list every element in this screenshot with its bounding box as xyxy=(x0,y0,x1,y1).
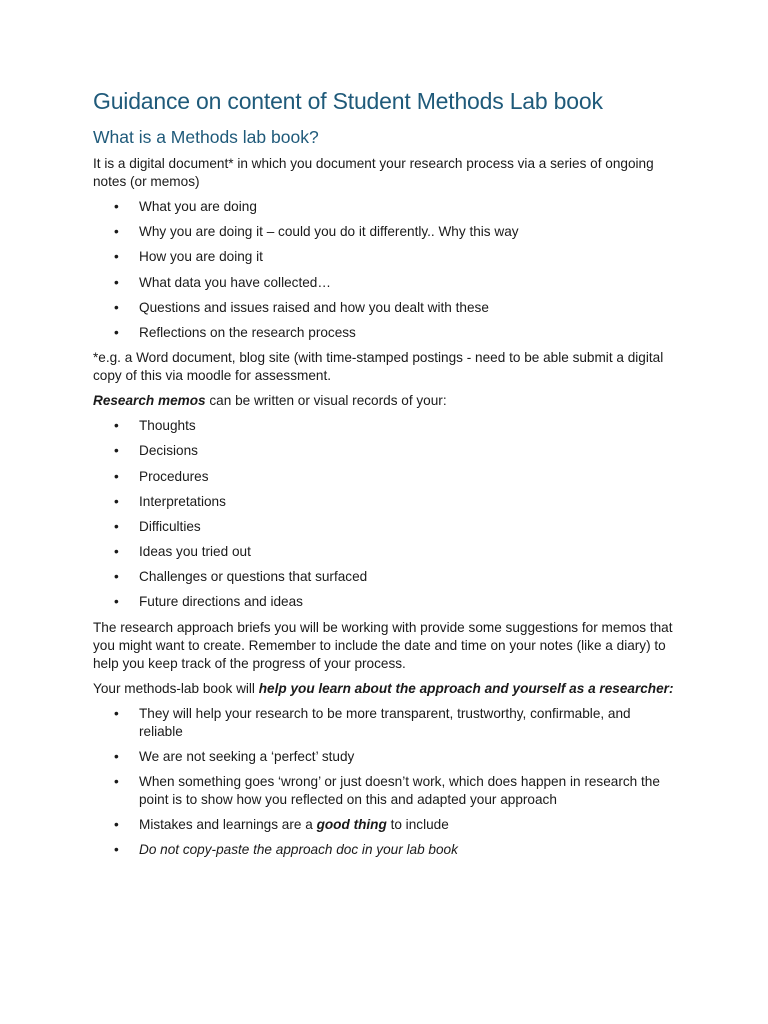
help-intro-emphasis: help you learn about the approach and yourself as a researcher: xyxy=(258,680,674,696)
list-item-text: Decisions xyxy=(139,443,198,459)
bullet-icon: • xyxy=(114,842,119,858)
bullet-icon: • xyxy=(114,544,119,560)
list-item xyxy=(93,324,678,342)
list-item-text: They will help your research to be more transparent, trustworthy, confirmable, and reliable xyxy=(139,705,631,739)
bullet-icon: • xyxy=(114,249,119,265)
list-item-text: When something goes ‘wrong’ or just doesn’t work, which does happen in research the point is to show how you reflected on this and adapted your approach xyxy=(139,774,660,807)
list-item xyxy=(93,841,678,859)
list-item xyxy=(93,773,678,809)
bullet-icon: • xyxy=(114,774,119,789)
list-item-text: How you are doing it xyxy=(139,249,263,265)
list-item-text: Future directions and ideas xyxy=(139,594,303,610)
bullet-icon: • xyxy=(114,418,119,434)
list-item-text: Challenges or questions that surfaced xyxy=(139,569,368,585)
list-item xyxy=(93,568,678,586)
bullet-icon: • xyxy=(114,443,119,459)
list-item xyxy=(93,705,678,741)
list-item xyxy=(93,543,678,561)
document-page xyxy=(93,86,678,867)
help-list xyxy=(93,705,678,860)
intro-paragraph: It is a digital document* in which you document your research process via a series of ongoing notes (or memos) xyxy=(93,156,654,189)
list-item-text: Why you are doing it – could you do it differently.. Why this way xyxy=(139,224,519,240)
bullet-icon: • xyxy=(114,817,119,833)
list-item xyxy=(93,493,678,511)
list-item-text: Do not copy-paste the approach doc in your lab book xyxy=(139,842,458,858)
list-item xyxy=(93,223,678,241)
list-item-text: Thoughts xyxy=(139,418,196,434)
bullet-icon: • xyxy=(114,299,119,315)
briefs-paragraph: The research approach briefs you will be working with provide some suggestions for memos that you might want to create. Remember to include the date and time on your notes (like a diary) to help you keep track of the progress of your process. xyxy=(93,619,673,671)
list-item-text: We are not seeking a ‘perfect’ study xyxy=(139,748,355,764)
list-item-text: Procedures xyxy=(139,468,209,484)
list-item-text: Questions and issues raised and how you dealt with these xyxy=(139,299,489,315)
list-item xyxy=(93,248,678,266)
footnote-paragraph: *e.g. a Word document, blog site (with time-stamped postings - need to be able submit a digital copy of this via moodle for assessment. xyxy=(93,350,664,384)
list-item-text: Interpretations xyxy=(139,493,226,509)
list-item-text: Reflections on the research process xyxy=(139,324,356,340)
list-item-text: Ideas you tried out xyxy=(139,544,251,560)
good-thing-emphasis: good thing xyxy=(316,817,387,833)
research-memos-label: Research memos xyxy=(93,393,206,409)
list-item xyxy=(93,816,678,834)
list-item-text: Difficulties xyxy=(139,518,201,534)
bullet-icon: • xyxy=(114,274,119,290)
bullet-icon: • xyxy=(114,468,119,484)
memos-intro-paragraph xyxy=(93,392,678,410)
bullet-icon: • xyxy=(114,569,119,585)
list-item xyxy=(93,593,678,611)
list-item xyxy=(93,299,678,317)
bullet-icon: • xyxy=(114,493,119,509)
list-item xyxy=(93,442,678,460)
memos-intro-text: can be written or visual records of your: xyxy=(205,393,447,409)
list-item xyxy=(93,417,678,435)
bullet-icon: • xyxy=(114,324,119,340)
list-item xyxy=(93,748,678,766)
list-item xyxy=(93,468,678,486)
list-item xyxy=(93,518,678,536)
bullet-icon: • xyxy=(114,748,119,764)
list-item-text: What data you have collected… xyxy=(139,274,331,290)
memos-list xyxy=(93,417,678,611)
bullet-icon: • xyxy=(114,224,119,240)
section-heading: What is a Methods lab book? xyxy=(93,127,319,147)
bullet-icon: • xyxy=(114,594,119,610)
list-item xyxy=(93,274,678,292)
bullet-icon: • xyxy=(114,705,119,721)
help-intro-paragraph xyxy=(93,680,678,698)
bullet-icon: • xyxy=(114,518,119,534)
bullet-icon: • xyxy=(114,199,119,214)
lab-book-contents-list xyxy=(93,198,678,342)
list-item-text: Mistakes and learnings are a xyxy=(139,817,317,833)
list-item-text: What you are doing xyxy=(139,199,257,214)
list-item xyxy=(93,198,678,216)
help-intro-text: Your methods-lab book will xyxy=(93,680,259,696)
list-item-text-end: to include xyxy=(386,817,449,833)
page-title: Guidance on content of Student Methods Lab book xyxy=(93,88,603,114)
